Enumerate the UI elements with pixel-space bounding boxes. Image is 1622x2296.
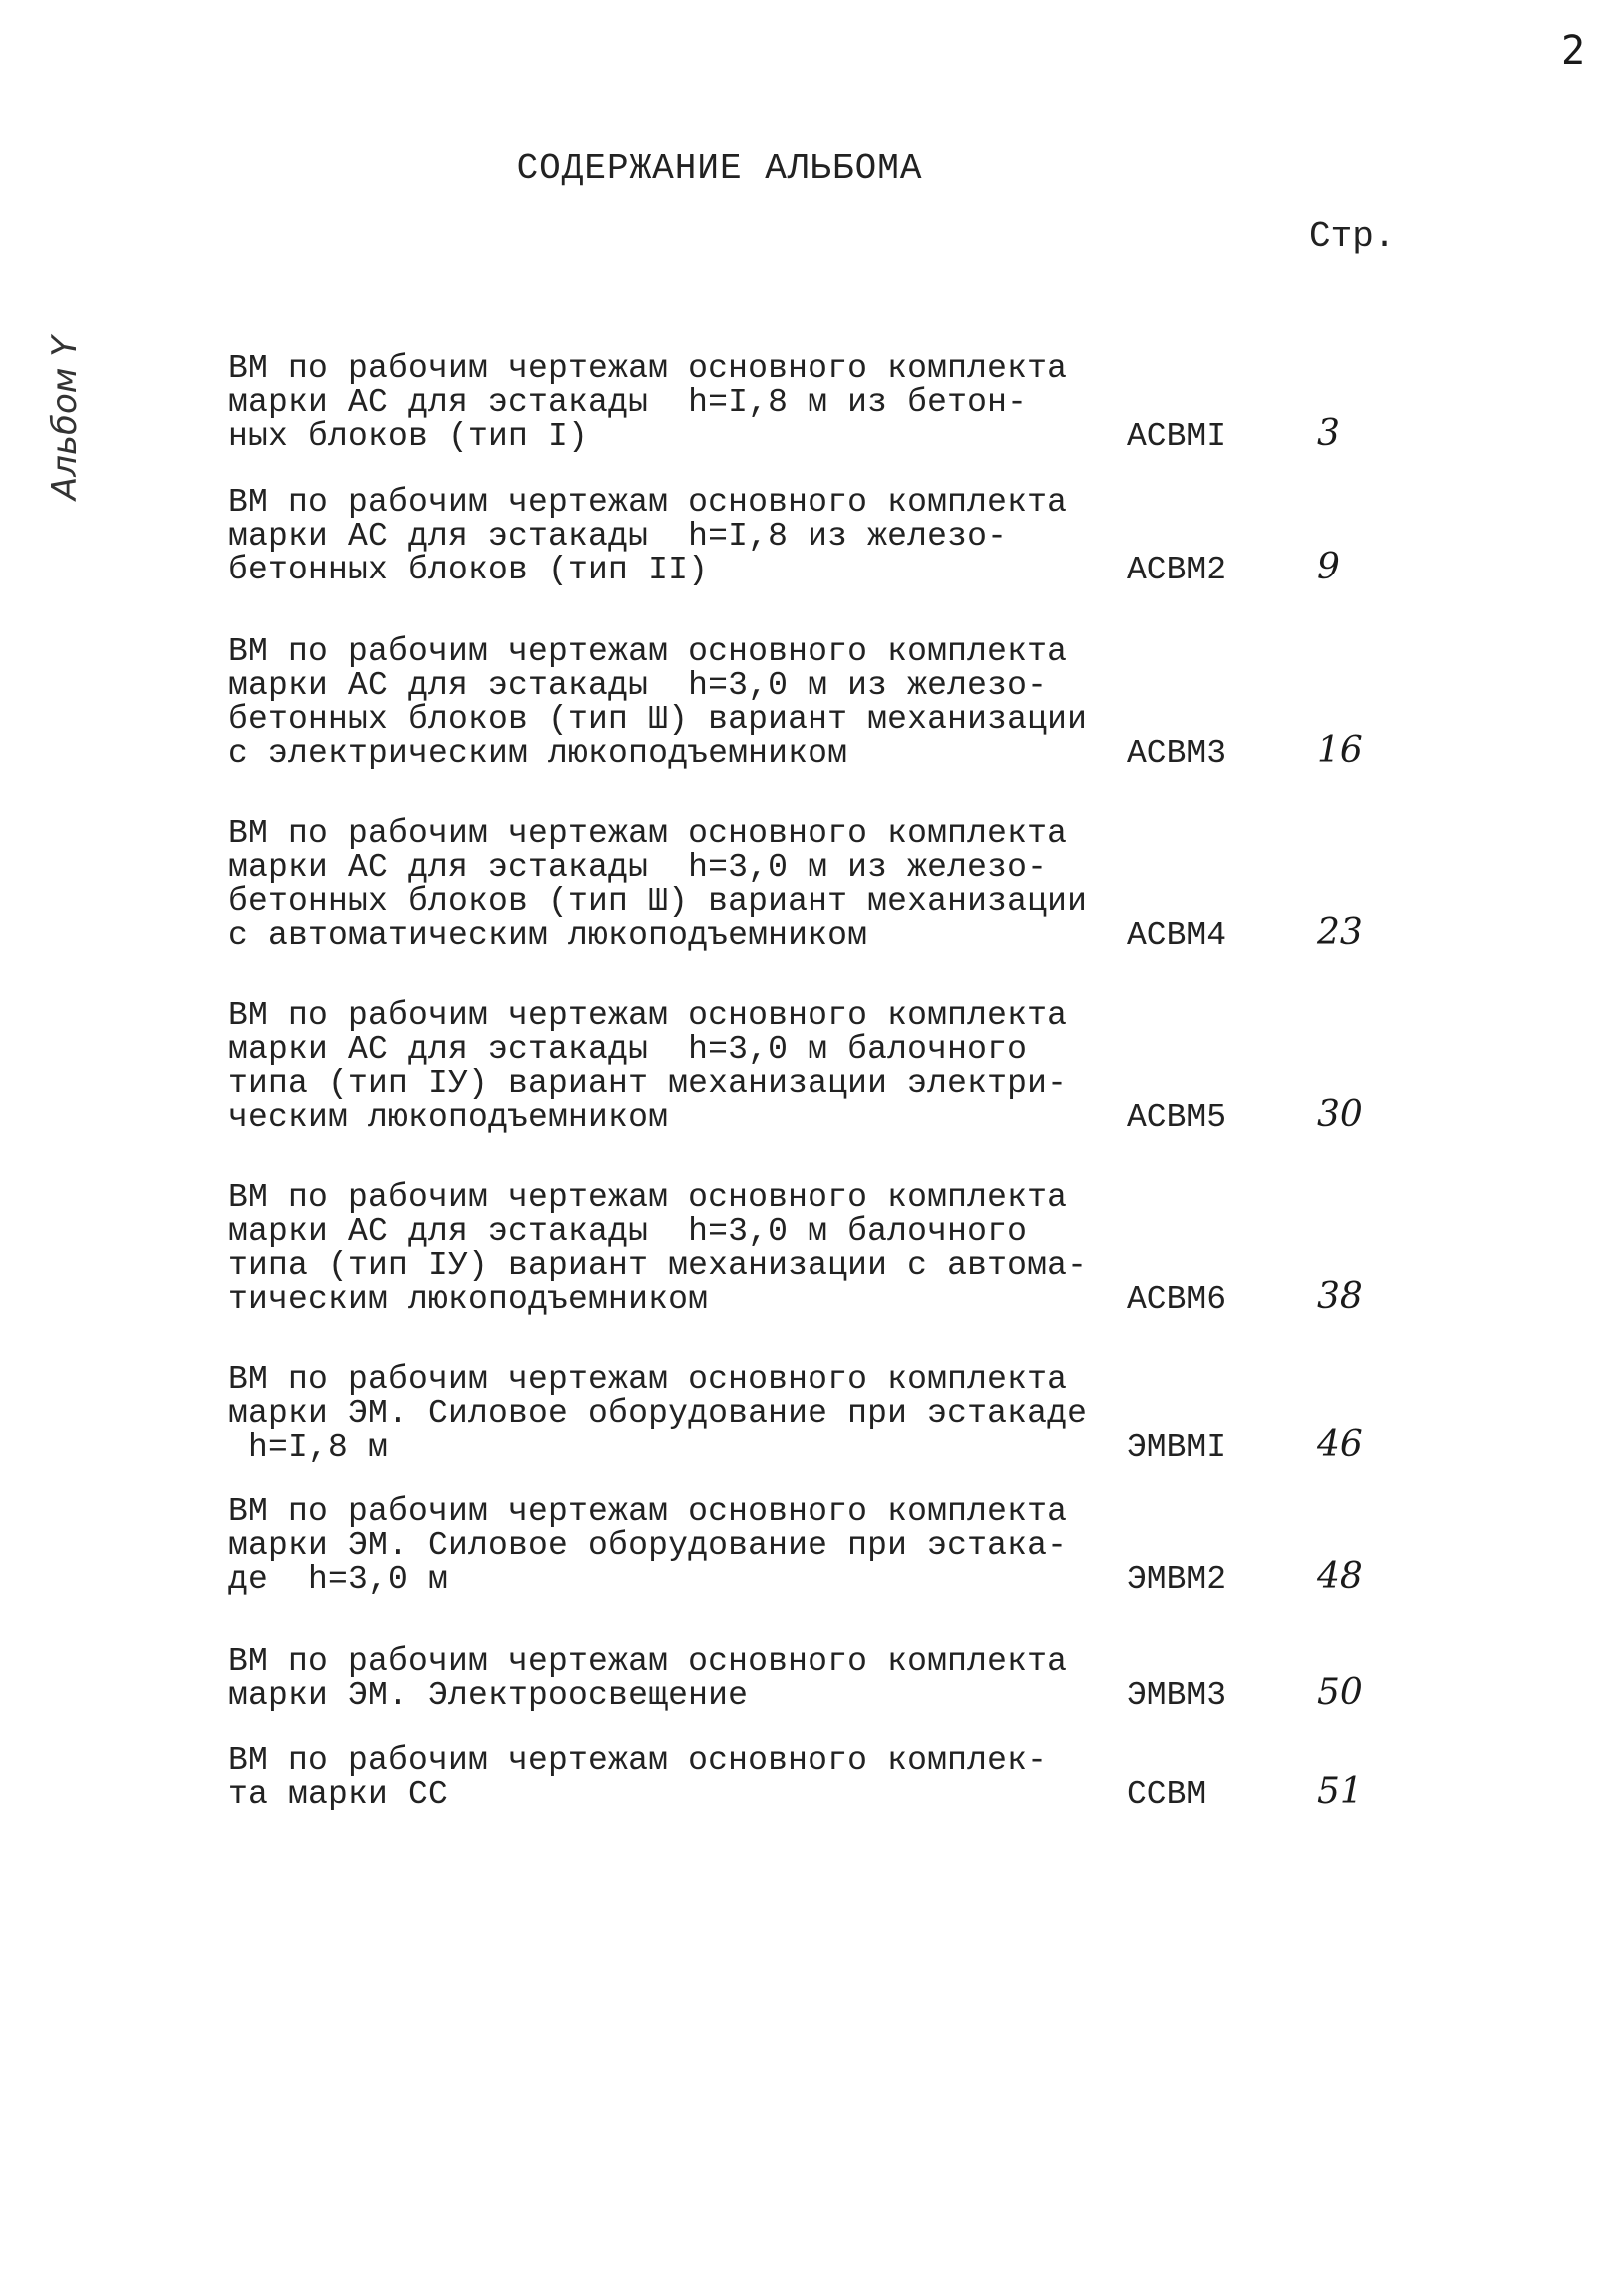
- entry-code: ЭМВМ3: [1127, 1677, 1227, 1714]
- entry-page-number: 50: [1317, 1672, 1363, 1713]
- contents-entry-2: [228, 486, 1427, 587]
- entry-description: ВМ по рабочим чертежам основного комплекта марки ЭМ. Силовое оборудование при эстака- де h=3,0 м: [228, 1493, 1068, 1598]
- entry-description: ВМ по рабочим чертежам основного комплекта марки ЭМ. Электроосвещение: [228, 1643, 1068, 1714]
- entry-code: АСВМ6: [1127, 1281, 1227, 1318]
- entry-description: ВМ по рабочим чертежам основного комплекта марки АС для эстакады h=3,0 м балочного типа (тип IУ) вариант механизации электри- ческим люкоподъемником: [228, 997, 1068, 1136]
- entry-description: ВМ по рабочим чертежам основного комплекта марки АС для эстакады h=3,0 м балочного типа (тип IУ) вариант механизации с автома- тическим люкоподъемником: [228, 1179, 1088, 1318]
- entry-page-number: 9: [1317, 547, 1340, 587]
- entry-code: АСВМ3: [1127, 735, 1227, 772]
- entry-page-number: 48: [1317, 1556, 1363, 1597]
- page-column-header: Стр.: [1309, 216, 1396, 257]
- entry-description: ВМ по рабочим чертежам основного комплек- та марки СС: [228, 1742, 1048, 1813]
- entry-page-number: 46: [1317, 1424, 1363, 1465]
- entry-description: ВМ по рабочим чертежам основного комплекта марки АС для эстакады h=I,8 из железо- бетонных блоков (тип II): [228, 484, 1068, 588]
- contents-entry-1: [228, 352, 1427, 454]
- contents-entry-8: [228, 1495, 1427, 1597]
- entry-page-number: 30: [1317, 1094, 1363, 1135]
- album-side-label: Альбом Y: [45, 335, 85, 500]
- contents-entry-7: [228, 1363, 1427, 1465]
- contents-entry-6: [228, 1181, 1427, 1317]
- entry-page-number: 51: [1317, 1771, 1363, 1812]
- entry-description: ВМ по рабочим чертежам основного комплекта марки АС для эстакады h=3,0 м из железо- бетонных блоков (тип Ш) вариант механизации с электрическим люкоподъемником: [228, 633, 1088, 772]
- entry-code: АСВМ2: [1127, 552, 1227, 588]
- entry-description: ВМ по рабочим чертежам основного комплекта марки АС для эстакады h=I,8 м из бетон- ных блоков (тип I): [228, 350, 1068, 455]
- entry-description: ВМ по рабочим чертежам основного комплекта марки ЭМ. Силовое оборудование при эстакаде h=I,8 м: [228, 1361, 1088, 1466]
- contents-entry-3: [228, 635, 1427, 771]
- contents-entry-9: [228, 1645, 1427, 1713]
- entry-page-number: 38: [1317, 1276, 1363, 1317]
- contents-entry-5: [228, 999, 1427, 1135]
- entry-page-number: 16: [1317, 730, 1363, 771]
- entry-code: ЭМВМ2: [1127, 1561, 1227, 1598]
- entry-code: ССВМ: [1127, 1776, 1207, 1813]
- entry-code: АСВМ5: [1127, 1099, 1227, 1136]
- entry-code: АСВМI: [1127, 418, 1227, 455]
- contents-entry-10: [228, 1744, 1427, 1812]
- entry-page-number: 3: [1317, 413, 1340, 454]
- entry-code: ЭМВМI: [1127, 1429, 1227, 1466]
- entry-description: ВМ по рабочим чертежам основного комплекта марки АС для эстакады h=3,0 м из железо- бетонных блоков (тип Ш) вариант механизации с автоматическим люкоподъемником: [228, 815, 1088, 954]
- entry-code: АСВМ4: [1127, 917, 1227, 954]
- contents-entry-4: [228, 817, 1427, 953]
- page-number: 2: [1561, 28, 1586, 74]
- document-title: СОДЕРЖАНИЕ АЛЬБОМА: [516, 148, 923, 189]
- entry-page-number: 23: [1317, 912, 1363, 953]
